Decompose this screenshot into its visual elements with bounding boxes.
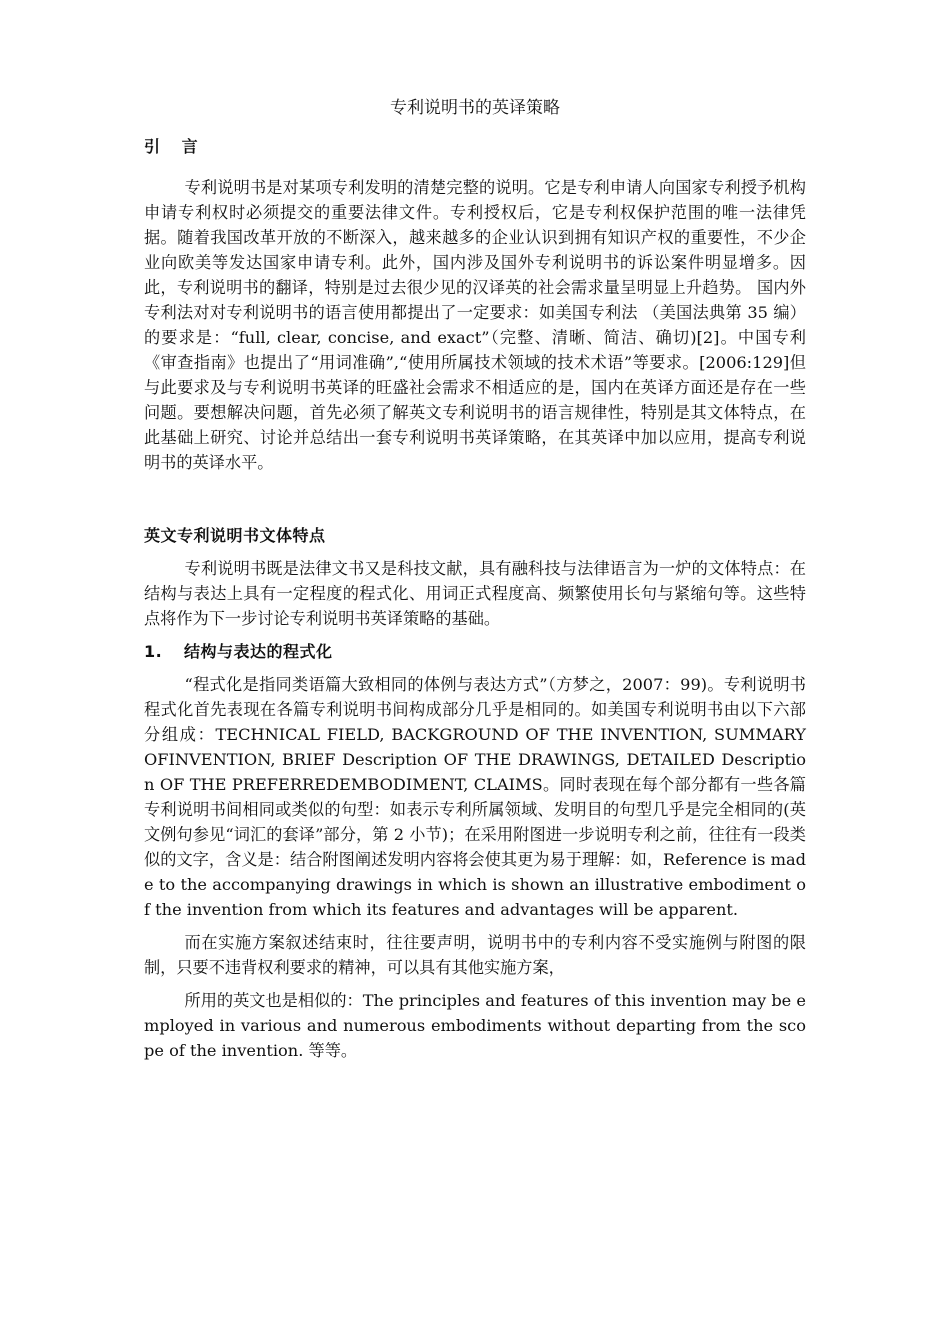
subsection-number: 1. <box>144 642 163 661</box>
stylistic-features-paragraph: 专利说明书既是法律文书又是科技文献，具有融科技与法律语言为一炉的文体特点：在结构与表达上具有一定程度的程式化、用词正式程度高、频繁使用长句与紧缩句等。这些特点将作为下一步讨论专利说明书英译策略的基础。 <box>144 559 806 628</box>
subsection-title: 结构与表达的程式化 <box>184 642 333 661</box>
document-page <box>144 96 806 1071</box>
section-heading-stylistic-features: 英文专利说明书文体特点 <box>144 526 326 545</box>
document-title: 专利说明书的英译策略 <box>390 98 560 118</box>
formulaic-paragraph-3: 所用的英文也是相似的：The principles and features of this invention may be employed in various and numerous embodiments without departing from the scope of the invention. 等等。 <box>144 991 806 1060</box>
formulaic-paragraph-1: “程式化是指同类语篇大致相同的体例与表达方式”（方梦之，2007：99)。专利说明书程式化首先表现在各篇专利说明书间构成部分几乎是相同的。如美国专利说明书由以下六部分组成：TECHNICAL FIELD, BACKGROUND OF THE INVENTION, SUMMARY OFINVENTION, BRIEF Description OF THE DRAWINGS, DETAILED Description OF THE PREFERREDEMBODIMENT, CLAIMS。同时表现在每个部分都有一些各篇专利说明书间相同或类似的句型：如表示专利所属领域、发明目的句型几乎是完全相同的(英文例句参见“词汇的套译”部分，第 2 小节)；在采用附图进一步说明专利之前，往往有一段类似的文字，含义是：结合附图阐述发明内容将会使其更为易于理解：如，Reference is made to the accompanying drawings in which is shown an illustrative embodiment of the invention from which its features and advantages will be apparent. <box>144 675 806 919</box>
subsection-heading-formulaic <box>144 639 806 664</box>
introduction-paragraph: 专利说明书是对某项专利发明的清楚完整的说明。它是专利申请人向国家专利授予机构申请专利权时必须提交的重要法律文件。专利授权后，它是专利权保护范围的唯一法律凭据。随着我国改革开放的不断深入，越来越多的企业认识到拥有知识产权的重要性，不少企业向欧美等发达国家申请专利。此外，国内涉及国外专利说明书的诉讼案件明显增多。因此，专利说明书的翻译，特别是过去很少见的汉译英的社会需求量呈明显上升趋势。 国内外专利法对对专利说明书的语言使用都提出了一定要求：如美国专利法 （美国法典第 35 编）的要求是：“full, clear, concise, and exact”（完整、清晰、简洁、确切)[2]。中国专利《审查指南》也提出了“用词准确”,“使用所属技术领域的技术术语”等要求。[2006:129]但与此要求及与专利说明书英译的旺盛社会需求不相适应的是，国内在英译方面还是存在一些问题。要想解决问题，首先必须了解英文专利说明书的语言规律性，特别是其文体特点，在此基础上研究、讨论并总结出一套专利说明书英译策略，在其英译中加以应用，提高专利说明书的英译水平。 <box>144 178 806 472</box>
formulaic-paragraph-2: 而在实施方案叙述结束时，往往要声明，说明书中的专利内容不受实施例与附图的限制，只要不违背权利要求的精神，可以具有其他实施方案， <box>144 933 806 977</box>
section-heading-introduction: 引 言 <box>144 137 206 156</box>
